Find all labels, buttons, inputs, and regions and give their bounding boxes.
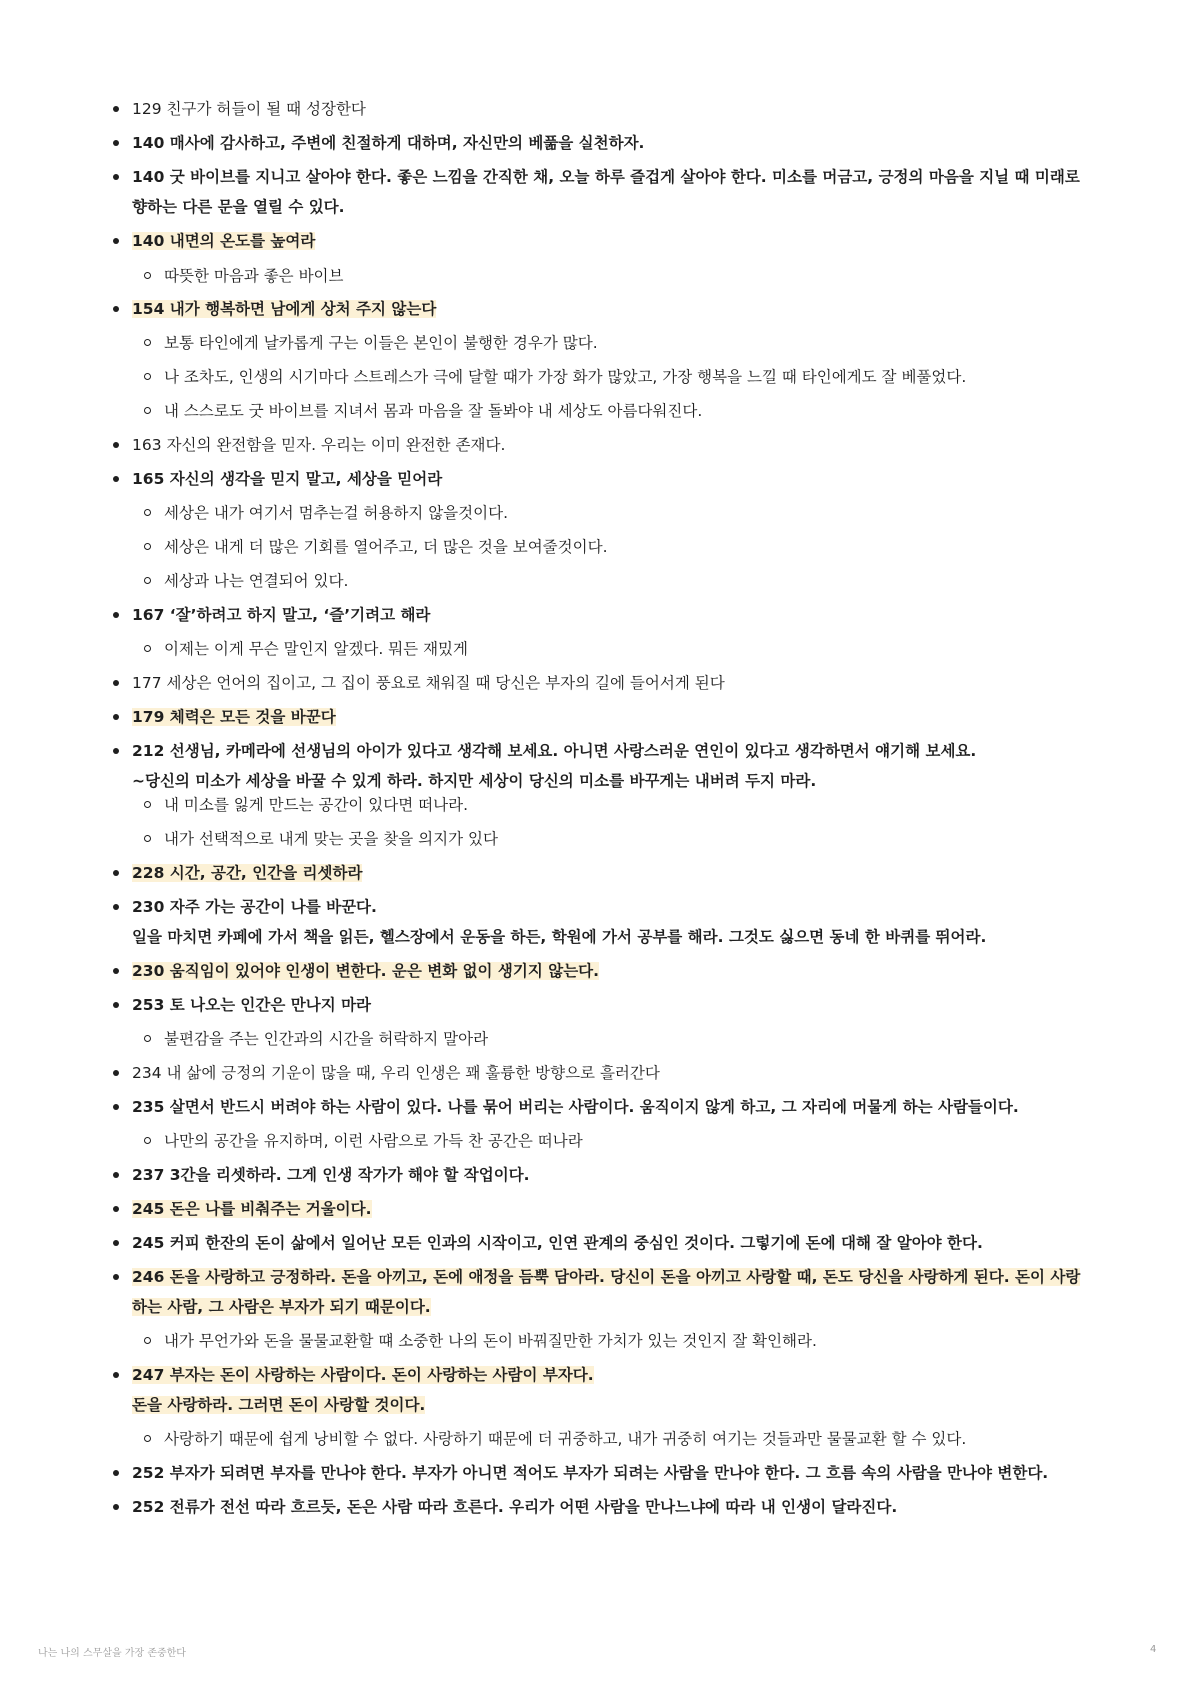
item-text: 230 자주 가는 공간이 나를 바꾼다.: [132, 898, 377, 916]
sub-list-item: [164, 790, 468, 820]
list-item: [132, 294, 436, 324]
bullet-icon: [113, 680, 119, 686]
item-text: 245 돈은 나를 비춰주는 거울이다.: [132, 1200, 372, 1218]
sub-list-item: [164, 1424, 966, 1454]
list-item: [132, 1092, 1019, 1122]
item-text: 228 시간, 공간, 인간을 리셋하라: [132, 864, 363, 882]
circle-bullet-icon: [144, 339, 151, 346]
bullet-icon: [113, 238, 119, 244]
circle-bullet-icon: [144, 1035, 151, 1042]
item-text: 하는 사람, 그 사람은 부자가 되기 때문이다.: [132, 1298, 431, 1316]
bullet-icon: [113, 140, 119, 146]
list-item: [132, 128, 644, 158]
sub-list-item: [164, 261, 344, 291]
circle-bullet-icon: [144, 1337, 151, 1344]
bullet-icon: [113, 106, 119, 112]
item-text: 세상은 내게 더 많은 기회를 열어주고, 더 많은 것을 보여줄것이다.: [164, 538, 608, 556]
bullet-icon: [113, 714, 119, 720]
bullet-icon: [113, 1206, 119, 1212]
bullet-icon: [113, 968, 119, 974]
item-text: 나만의 공간을 유지하며, 이런 사람으로 가득 찬 공간은 떠나라: [164, 1132, 583, 1150]
list-item: [132, 464, 442, 494]
list-item: [132, 94, 366, 124]
footer-title: 나는 나의 스무살을 가장 존중한다: [38, 1648, 186, 1659]
list-item: [132, 1492, 897, 1522]
item-text: 따뜻한 마음과 좋은 바이브: [164, 267, 344, 285]
list-item: [132, 1058, 660, 1088]
circle-bullet-icon: [144, 801, 151, 808]
circle-bullet-icon: [144, 1435, 151, 1442]
bullet-icon: [113, 1104, 119, 1110]
sub-list-item: [164, 634, 468, 664]
bullet-icon: [113, 1172, 119, 1178]
sub-list-item: [164, 1326, 817, 1356]
item-text: 향하는 다른 문을 열릴 수 있다.: [132, 198, 345, 216]
item-text: 세상과 나는 연결되어 있다.: [164, 572, 349, 590]
sub-list-item: [164, 328, 598, 358]
list-item: [132, 736, 976, 796]
list-item: [132, 1458, 1048, 1488]
list-item: [132, 892, 986, 952]
list-item: [132, 990, 371, 1020]
bullet-icon: [113, 612, 119, 618]
circle-bullet-icon: [144, 407, 151, 414]
item-text: 보통 타인에게 날카롭게 구는 이들은 본인이 불행한 경우가 많다.: [164, 334, 598, 352]
list-item: [132, 702, 336, 732]
sub-list-item: [164, 1126, 583, 1156]
item-text: 252 부자가 되려면 부자를 만나야 한다. 부자가 아니면 적어도 부자가 되려는 사람을 만나야 한다. 그 흐름 속의 사람을 만나야 변한다.: [132, 1464, 1049, 1482]
item-text: 235 살면서 반드시 버려야 하는 사람이 있다. 나를 묶어 버리는 사람이다. 움직이지 않게 하고, 그 자리에 머물게 하는 사람들이다.: [132, 1098, 1019, 1116]
circle-bullet-icon: [144, 509, 151, 516]
sub-list-item: [164, 498, 508, 528]
circle-bullet-icon: [144, 645, 151, 652]
sub-list-item: [164, 824, 498, 854]
bullet-icon: [113, 1372, 119, 1378]
item-text: 140 매사에 감사하고, 주변에 친절하게 대하며, 자신만의 베풂을 실천하자.: [132, 134, 645, 152]
item-text: 154 내가 행복하면 남에게 상처 주지 않는다: [132, 300, 437, 318]
item-text: 167 ‘잘’하려고 하지 말고, ‘즐’기려고 해라: [132, 606, 431, 624]
item-text: 230 움직임이 있어야 인생이 변한다. 운은 변화 없이 생기지 않는다.: [132, 962, 600, 980]
bullet-icon: [113, 442, 119, 448]
bullet-icon: [113, 870, 119, 876]
item-text: 246 돈을 사랑하고 긍정하라. 돈을 아끼고, 돈에 애정을 듬뿍 담아라. 당신이 돈을 아끼고 사랑할 때, 돈도 당신을 사랑하게 된다. 돈이 사랑: [132, 1268, 1081, 1286]
item-text: 212 선생님, 카메라에 선생님의 아이가 있다고 생각해 보세요. 아니면 사랑스러운 연인이 있다고 생각하면서 얘기해 보세요.: [132, 742, 977, 760]
item-text: 내가 선택적으로 내게 맞는 곳을 찾을 의지가 있다: [164, 830, 498, 848]
item-text: 내 스스로도 굿 바이브를 지녀서 몸과 마음을 잘 돌봐야 내 세상도 아름다워진다.: [164, 402, 703, 420]
circle-bullet-icon: [144, 1137, 151, 1144]
bullet-icon: [113, 306, 119, 312]
item-text: 179 체력은 모든 것을 바꾼다: [132, 708, 336, 726]
circle-bullet-icon: [144, 543, 151, 550]
sub-list-item: [164, 566, 348, 596]
item-text: 252 전류가 전선 따라 흐르듯, 돈은 사람 따라 흐른다. 우리가 어떤 사람을 만나느냐에 따라 내 인생이 달라진다.: [132, 1498, 898, 1516]
bullet-icon: [113, 1002, 119, 1008]
bullet-icon: [113, 1070, 119, 1076]
bullet-icon: [113, 476, 119, 482]
item-text: 245 커피 한잔의 돈이 삶에서 일어난 모든 인과의 시작이고, 인연 관계의 중심인 것이다. 그렇기에 돈에 대해 잘 알아야 한다.: [132, 1234, 983, 1252]
page-number: 4: [1150, 1644, 1157, 1655]
item-text: 나 조차도, 인생의 시기마다 스트레스가 극에 달할 때가 가장 화가 많았고, 가장 행복을 느낄 때 타인에게도 잘 베풀었다.: [164, 368, 967, 386]
circle-bullet-icon: [144, 577, 151, 584]
list-item: [132, 1262, 1080, 1322]
item-text: 234 내 삶에 긍정의 기운이 많을 때, 우리 인생은 꽤 훌륭한 방향으로 흘러간다: [132, 1064, 660, 1082]
item-text: 177 세상은 언어의 집이고, 그 집이 풍요로 채워질 때 당신은 부자의 길에 들어서게 된다: [132, 674, 725, 692]
item-text: 165 자신의 생각을 믿지 말고, 세상을 믿어라: [132, 470, 443, 488]
item-text: ~당신의 미소가 세상을 바꿀 수 있게 하라. 하지만 세상이 당신의 미소를 바꾸게는 내버려 두지 마라.: [132, 772, 817, 790]
list-item: [132, 430, 505, 460]
bullet-icon: [113, 1470, 119, 1476]
list-item: [132, 956, 599, 986]
circle-bullet-icon: [144, 373, 151, 380]
item-text: 세상은 내가 여기서 멈추는걸 허용하지 않을것이다.: [164, 504, 508, 522]
item-text: 247 부자는 돈이 사랑하는 사람이다. 돈이 사랑하는 사람이 부자다.: [132, 1366, 594, 1384]
item-text: 163 자신의 완전함을 믿자. 우리는 이미 완전한 존재다.: [132, 436, 506, 454]
bullet-icon: [113, 1240, 119, 1246]
bullet-icon: [113, 174, 119, 180]
item-text: 129 친구가 허들이 될 때 성장한다: [132, 100, 366, 118]
list-item: [132, 226, 315, 256]
list-item: [132, 600, 430, 630]
bullet-icon: [113, 1504, 119, 1510]
sub-list-item: [164, 1024, 488, 1054]
list-item: [132, 162, 1080, 222]
item-text: 사랑하기 때문에 쉽게 낭비할 수 없다. 사랑하기 때문에 더 귀중하고, 내가 귀중히 여기는 것들과만 물물교환 할 수 있다.: [164, 1430, 967, 1448]
item-text: 237 3간을 리셋하라. 그게 인생 작가가 해야 할 작업이다.: [132, 1166, 530, 1184]
item-text: 불편감을 주는 인간과의 시간을 허락하지 말아라: [164, 1030, 489, 1048]
list-item: [132, 1360, 594, 1420]
sub-list-item: [164, 362, 966, 392]
item-text: 내가 무언가와 돈을 물물교환할 떄 소중한 나의 돈이 바꿔질만한 가치가 있는 것인지 잘 확인해라.: [164, 1332, 817, 1350]
item-text: 이제는 이게 무슨 말인지 알겠다. 뭐든 재밌게: [164, 640, 469, 658]
list-item: [132, 1228, 983, 1258]
list-item: [132, 1194, 372, 1224]
list-item: [132, 668, 725, 698]
bullet-icon: [113, 904, 119, 910]
item-text: 내 미소를 잃게 만드는 공간이 있다면 떠나라.: [164, 796, 469, 814]
bullet-icon: [113, 1274, 119, 1280]
sub-list-item: [164, 396, 702, 426]
item-text: 일을 마치면 카페에 가서 책을 읽든, 헬스장에서 운동을 하든, 학원에 가서 공부를 해라. 그것도 싫으면 동네 한 바퀴를 뛰어라.: [132, 928, 987, 946]
item-text: 253 토 나오는 인간은 만나지 마라: [132, 996, 372, 1014]
bullet-icon: [113, 748, 119, 754]
item-text: 140 굿 바이브를 지니고 살아야 한다. 좋은 느낌을 간직한 채, 오늘 하루 즐겁게 살아야 한다. 미소를 머금고, 긍정의 마음을 지닐 때 미래로: [132, 168, 1080, 186]
list-item: [132, 1160, 530, 1190]
item-text: 140 내면의 온도를 높여라: [132, 232, 316, 250]
item-text: 돈을 사랑하라. 그러면 돈이 사랑할 것이다.: [132, 1396, 426, 1414]
list-item: [132, 858, 362, 888]
circle-bullet-icon: [144, 835, 151, 842]
sub-list-item: [164, 532, 608, 562]
circle-bullet-icon: [144, 272, 151, 279]
